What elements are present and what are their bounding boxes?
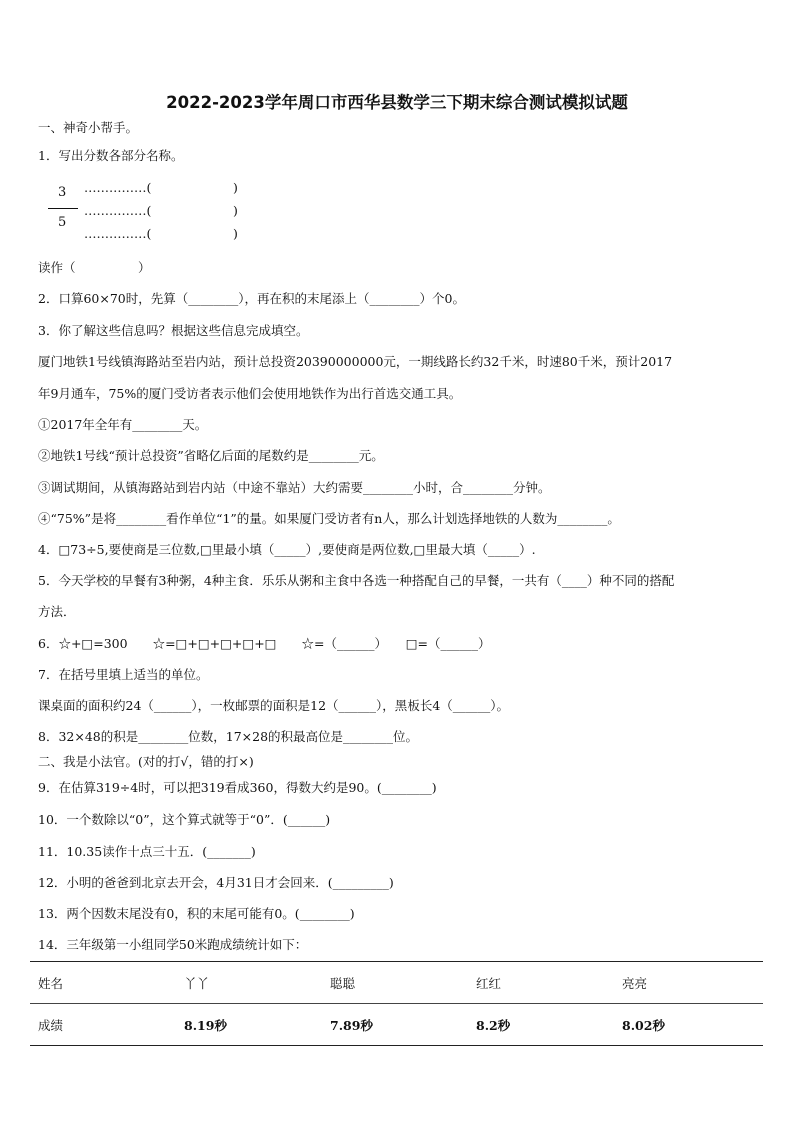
table-header-row xyxy=(30,962,763,1004)
question-7: 7．在括号里填上适当的单位。 xyxy=(38,667,209,682)
table-cell: 成绩 xyxy=(30,1004,176,1046)
question-13: 13．两个因数末尾没有0，积的末尾可能有0。(________) xyxy=(38,906,355,921)
fraction-bar xyxy=(48,208,78,209)
table-header-cell: 亮亮 xyxy=(614,962,763,1004)
question-7-line: 课桌面的面积约24（______），一枚邮票的面积是12（______），黑板长4（______）。 xyxy=(38,698,510,713)
question-9: 9．在估算319÷4时，可以把319看成360，得数大约是90。(________) xyxy=(38,780,437,795)
question-3: 3．你了解这些信息吗？根据这些信息完成填空。 xyxy=(38,323,309,338)
table-header-cell: 姓名 xyxy=(30,962,176,1004)
question-6: 6．☆+□=300 ☆=□+□+□+□+□ ☆=（______） □=（______） xyxy=(38,636,491,651)
fraction-part-blank-2[interactable]: ……………( xyxy=(84,203,152,218)
question-8: 8．32×48的积是________位数，17×28的积最高位是________位。 xyxy=(38,729,419,744)
question-3-paragraph-1: 厦门地铁1号线镇海路站至岩内站，预计总投资20390000000元，一期线路长约32千米，时速80千米，预计2017 xyxy=(38,354,673,369)
fraction-denominator: 5 xyxy=(58,215,67,230)
table-header-cell: 红红 xyxy=(468,962,614,1004)
fraction-part-close-2: ) xyxy=(233,203,238,218)
question-11: 11．10.35读作十点三十五．(_______) xyxy=(38,844,256,859)
fraction-numerator: 3 xyxy=(58,185,67,200)
table-cell: 8.19秒 xyxy=(176,1004,322,1046)
fraction-part-close-3: ) xyxy=(233,226,238,241)
page-title: 2022-2023学年周口市西华县数学三下期末综合测试模拟试题 xyxy=(166,93,628,112)
section-1-heading: 一、神奇小帮手。 xyxy=(38,120,139,135)
question-1: 1．写出分数各部分名称。 xyxy=(38,148,184,163)
question-3-paragraph-2: 年9月通车，75%的厦门受访者表示他们会使用地铁作为出行首选交通工具。 xyxy=(38,386,462,401)
question-10: 10．一个数除以“0”，这个算式就等于“0”．(______) xyxy=(38,812,331,827)
table-cell: 8.2秒 xyxy=(468,1004,614,1046)
question-14: 14．三年级第一小组同学50米跑成绩统计如下： xyxy=(38,937,308,952)
table-header-cell: 丫丫 xyxy=(176,962,322,1004)
question-4: 4．□73÷5,要使商是三位数,□里最小填（_____）,要使商是两位数,□里最大填（_____）. xyxy=(38,542,536,557)
table-cell: 8.02秒 xyxy=(614,1004,763,1046)
score-table xyxy=(30,961,763,1046)
question-5-continued: 方法． xyxy=(38,604,76,619)
question-5: 5．今天学校的早餐有3种粥，4种主食．乐乐从粥和主食中各选一种搭配自己的早餐，一共有（____）种不同的搭配 xyxy=(38,573,675,588)
table-header-cell: 聪聪 xyxy=(322,962,468,1004)
question-3-sub-4: ④“75%”是将________看作单位“1”的量。如果厦门受访者有n人，那么计划选择地铁的人数为________。 xyxy=(38,511,620,526)
fraction-part-blank-3[interactable]: ……………( xyxy=(84,226,152,241)
question-3-sub-3: ③调试期间，从镇海路站到岩内站（中途不靠站）大约需要________小时，合________分钟。 xyxy=(38,480,551,495)
question-12: 12．小明的爸爸到北京去开会，4月31日才会回来．(_________) xyxy=(38,875,394,890)
section-2-heading: 二、我是小法官。(对的打√，错的打×) xyxy=(38,754,254,769)
question-3-sub-1: ①2017年全年有________天。 xyxy=(38,417,208,432)
fraction-part-blank-1[interactable]: ……………( xyxy=(84,180,152,195)
table-cell: 7.89秒 xyxy=(322,1004,468,1046)
fraction-part-close-1: ) xyxy=(233,180,238,195)
fraction-read-as: 读作（ ） xyxy=(38,260,151,275)
question-2: 2．口算60×70时，先算（________），再在积的末尾添上（________）个0。 xyxy=(38,291,465,306)
question-3-sub-2: ②地铁1号线“预计总投资”省略亿后面的尾数约是________元。 xyxy=(38,448,384,463)
table-row xyxy=(30,1004,763,1046)
